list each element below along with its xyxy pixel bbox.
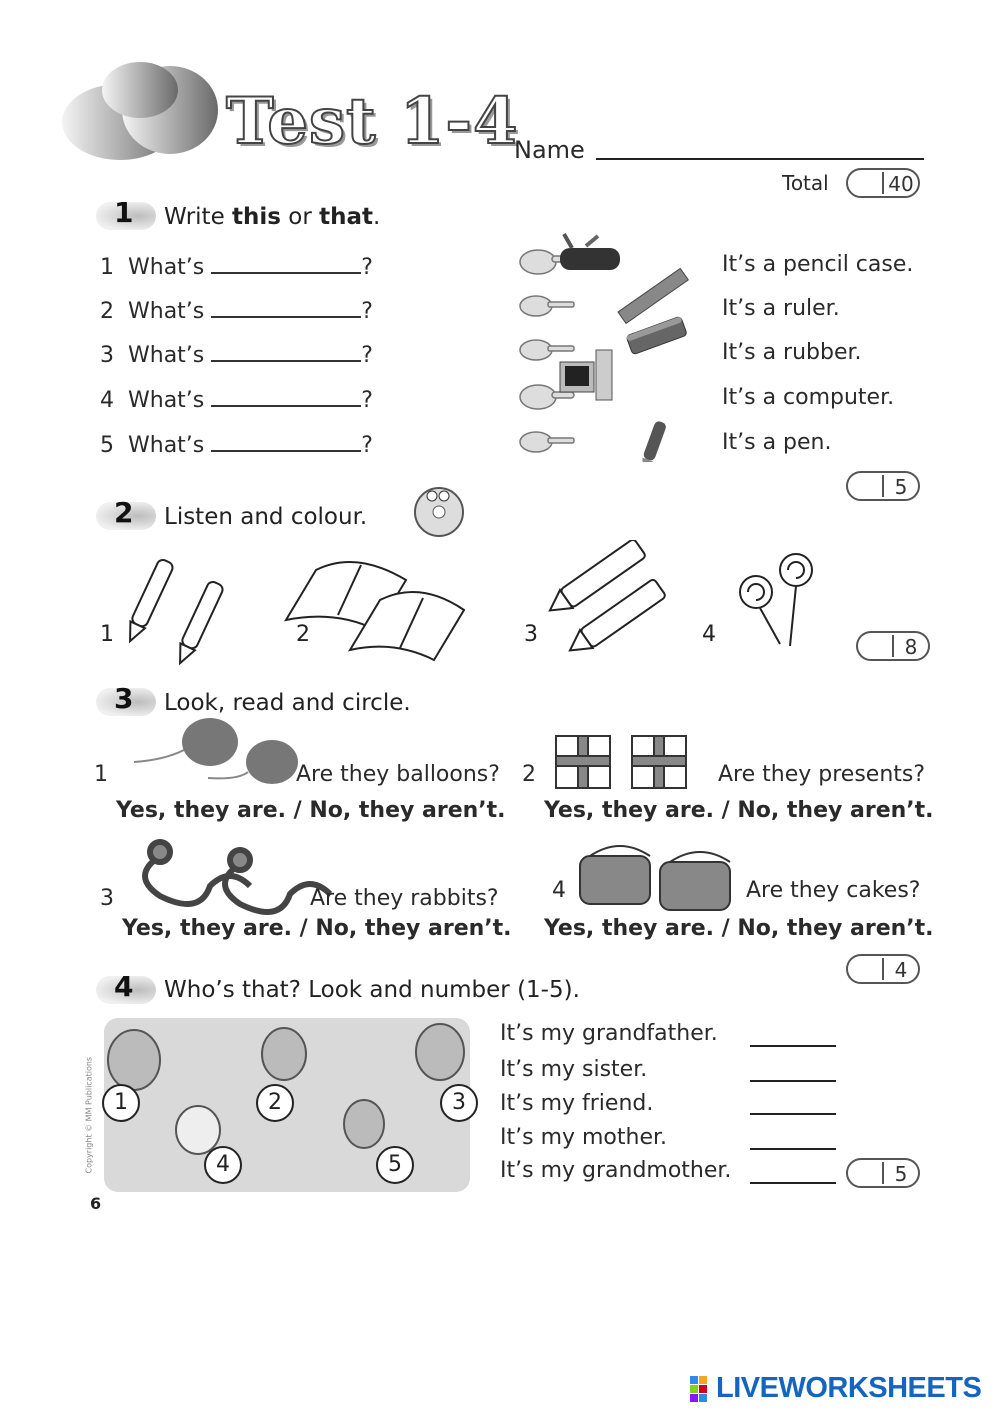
ex1-badge: 1 <box>96 198 166 232</box>
snakes-icon <box>145 842 330 912</box>
balloons-icon <box>134 718 298 784</box>
ex3-question-3: Are they rabbits? <box>310 886 499 911</box>
ex2-label-4: 4 <box>702 622 716 647</box>
grandfather-face-icon <box>262 1028 306 1080</box>
grandmother-face-icon <box>416 1024 464 1080</box>
ex3-question-1: Are they balloons? <box>296 762 500 787</box>
ex1-answer-2[interactable] <box>211 296 361 318</box>
ex4-score-box: 5 <box>846 1158 920 1188</box>
pens-icon <box>123 558 225 667</box>
ex1-row-1: 1 What’s ? <box>100 252 373 280</box>
pencils-icon <box>544 540 667 659</box>
ex2-pictures <box>120 540 840 670</box>
ex4-answer-1[interactable] <box>750 1045 836 1047</box>
total-score-box <box>846 168 920 198</box>
person-number-4: 4 <box>204 1146 242 1184</box>
ex1-title: Write this or that. <box>164 204 381 230</box>
ex4-sentence-5: It’s my grandmother. <box>500 1158 732 1183</box>
ruler-icon <box>618 268 688 323</box>
page-number: 6 <box>90 1194 102 1213</box>
ex3-options-4[interactable]: Yes, they are. / No, they aren’t. <box>544 916 934 941</box>
bags-icon <box>580 846 730 910</box>
pencil-case-icon <box>560 248 620 270</box>
page-title: Test 1-4 <box>226 84 519 159</box>
liveworksheets-brand: LIVEWORKSHEETS <box>716 1372 982 1404</box>
person-number-1: 1 <box>102 1084 140 1122</box>
ex2-label-3: 3 <box>524 622 538 647</box>
liveworksheets-logo-icon <box>690 1374 716 1404</box>
ex2-label-2: 2 <box>296 622 310 647</box>
copyright-note: Copyright © MM Publications <box>84 1056 94 1174</box>
cloud-icon <box>60 60 220 165</box>
person-number-5: 5 <box>376 1146 414 1184</box>
ex4-title: Who’s that? Look and number (1-5). <box>164 977 580 1003</box>
total-label: Total <box>782 171 829 195</box>
ex3-score-box: 4 <box>846 954 920 984</box>
ex1-answer-5[interactable] <box>211 430 361 452</box>
ex1-answer-text-5: It’s a pen. <box>722 430 832 455</box>
ex1-row-2: 2 What’s ? <box>100 296 373 324</box>
ex2-badge: 2 <box>96 498 166 532</box>
ex4-answer-2[interactable] <box>750 1080 836 1082</box>
mother-face-icon <box>108 1030 160 1090</box>
computer-icon <box>560 350 612 400</box>
ex3-options-3[interactable]: Yes, they are. / No, they aren’t. <box>122 916 512 941</box>
person-number-2: 2 <box>256 1084 294 1122</box>
ex4-sentence-3: It’s my friend. <box>500 1091 654 1116</box>
ex1-answer-1[interactable] <box>211 252 361 274</box>
ex3-num-2: 2 <box>522 762 536 787</box>
total-score: 40 <box>888 172 914 196</box>
ex1-answer-3[interactable] <box>211 340 361 362</box>
ex4-answer-4[interactable] <box>750 1148 836 1150</box>
ex3-options-1[interactable]: Yes, they are. / No, they aren’t. <box>116 798 506 823</box>
ex1-answer-text-1: It’s a pencil case. <box>722 252 914 277</box>
ex2-title: Listen and colour. <box>164 504 368 530</box>
ex1-pictures <box>516 232 706 462</box>
ex2-score-box: 8 <box>856 631 930 661</box>
ex1-score-box: 5 <box>846 471 920 501</box>
person-number-3: 3 <box>440 1084 478 1122</box>
ex1-list <box>100 252 940 482</box>
ex4-answer-5[interactable] <box>750 1182 836 1184</box>
ex4-sentence-4: It’s my mother. <box>500 1125 668 1150</box>
ex3-badge: 3 <box>96 684 166 718</box>
presents-icon <box>556 736 686 788</box>
name-label: Name <box>514 136 585 164</box>
ex3-question-4: Are they cakes? <box>746 878 921 903</box>
sister-face-icon <box>176 1106 220 1154</box>
ex3-title: Look, read and circle. <box>164 690 411 716</box>
ex1-answer-text-3: It’s a rubber. <box>722 340 862 365</box>
ex3-num-1: 1 <box>94 762 108 787</box>
pen-icon <box>638 420 668 462</box>
ex3-options-2[interactable]: Yes, they are. / No, they aren’t. <box>544 798 934 823</box>
books-icon <box>286 562 464 660</box>
ex4-sentence-2: It’s my sister. <box>500 1057 648 1082</box>
rubber-icon <box>626 316 687 355</box>
ex4-sentence-1: It’s my grandfather. <box>500 1021 718 1046</box>
name-field[interactable] <box>596 158 924 160</box>
ex4-badge: 4 <box>96 972 166 1006</box>
cd-icon <box>408 482 470 538</box>
ex1-row-5: 5 What’s ? <box>100 430 373 458</box>
pointing-hand-icon <box>520 250 576 452</box>
ex1-answer-4[interactable] <box>211 385 361 407</box>
ex3-num-4: 4 <box>552 878 566 903</box>
ex1-answer-text-2: It’s a ruler. <box>722 296 840 321</box>
ex4-answer-3[interactable] <box>750 1113 836 1115</box>
ex3-num-3: 3 <box>100 886 114 911</box>
ex3-question-2: Are they presents? <box>718 762 926 787</box>
ex1-answer-text-4: It’s a computer. <box>722 385 895 410</box>
friend-face-icon <box>344 1100 384 1148</box>
ex1-row-3: 3 What’s ? <box>100 340 373 368</box>
ex2-label-1: 1 <box>100 622 114 647</box>
lollipops-icon <box>740 554 812 646</box>
title-cloud <box>60 60 220 165</box>
ex1-row-4: 4 What’s ? <box>100 385 373 413</box>
